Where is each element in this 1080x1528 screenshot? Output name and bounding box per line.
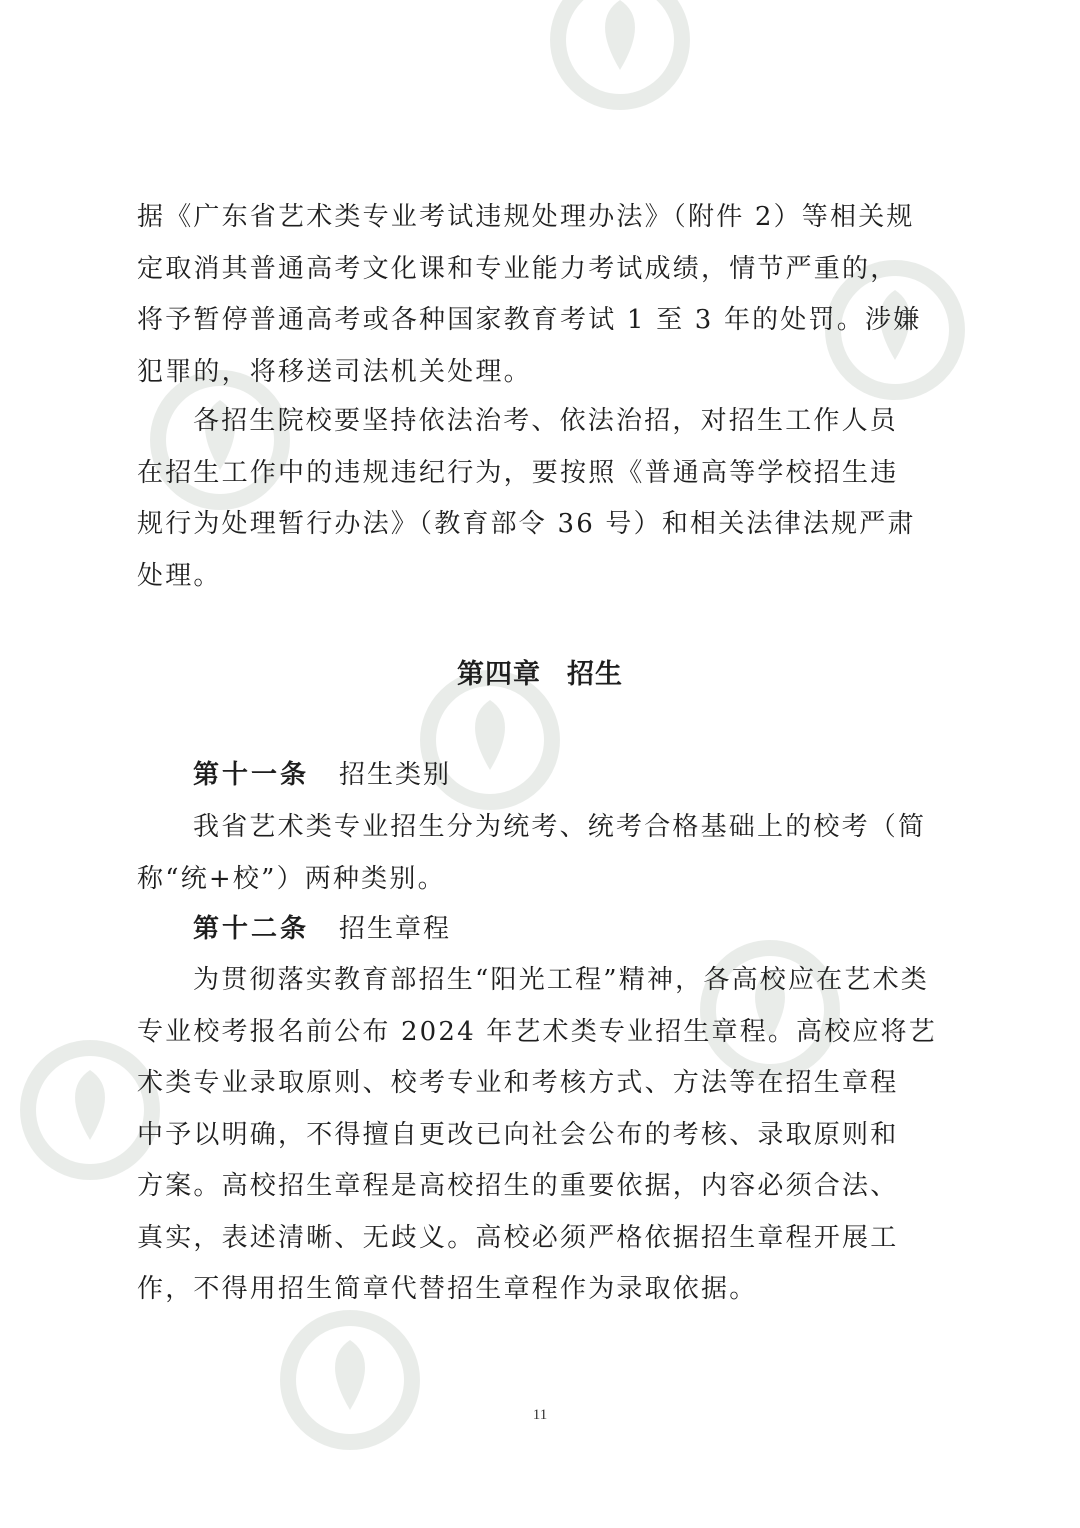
text-line: 中予以明确，不得擅自更改已向社会公布的考核、录取原则和 xyxy=(137,1119,899,1150)
text-line: 定取消其普通高考文化课和专业能力考试成绩，情节严重的， xyxy=(137,253,899,284)
article-body xyxy=(137,802,937,905)
text-line: 将予暂停普通高考或各种国家教育考试 1 至 3 年的处罚。涉嫌 xyxy=(137,305,922,335)
text-line: 我省艺术类专业招生分为统考、统考合格基础上的校考（简 xyxy=(193,812,927,842)
watermark-logo xyxy=(270,1300,470,1470)
text-line: 据《广东省艺术类专业考试违规处理办法》（附件 2）等相关规 xyxy=(137,202,915,232)
text-line: 方案。高校招生章程是高校招生的重要依据，内容必须合法、 xyxy=(137,1171,899,1201)
article-heading xyxy=(193,750,451,802)
text-line: 犯罪的，将移送司法机关处理。 xyxy=(137,356,532,387)
article-number: 第十一条 xyxy=(193,760,310,790)
chapter-label: 第四章 xyxy=(457,659,541,690)
watermark-logo xyxy=(540,0,740,130)
article-title: 招生章程 xyxy=(339,914,452,944)
text-line: 为贯彻落实教育部招生“阳光工程”精神，各高校应在艺术类 xyxy=(193,965,929,995)
article-number: 第十二条 xyxy=(193,914,310,944)
page-number: 11 xyxy=(532,1407,548,1423)
article-title: 招生类别 xyxy=(339,760,452,790)
text-line: 真实，表述清晰、无歧义。高校必须严格依据招生章程开展工 xyxy=(137,1222,899,1253)
text-line: 作，不得用招生简章代替招生章程作为录取依据。 xyxy=(137,1274,758,1304)
text-line: 术类专业录取原则、校考专业和考核方式、方法等在招生章程 xyxy=(137,1068,899,1098)
paragraph-staff-discipline xyxy=(137,396,937,602)
article-body xyxy=(137,955,937,1316)
chapter-heading xyxy=(0,652,1080,691)
text-line: 专业校考报名前公布 2024 年艺术类专业招生章程。高校应将艺 xyxy=(137,1016,937,1047)
chapter-title: 招生 xyxy=(567,659,623,690)
text-line: 处理。 xyxy=(137,560,222,591)
text-line: 在招生工作中的违规违纪行为，要按照《普通高等学校招生违 xyxy=(137,457,899,488)
paragraph-violation-handling xyxy=(137,192,937,398)
text-line: 各招生院校要坚持依法治考、依法治招，对招生工作人员 xyxy=(193,406,899,436)
text-line: 规行为处理暂行办法》（教育部令 36 号）和相关法律法规严肃 xyxy=(137,509,916,539)
article-heading xyxy=(193,904,451,956)
text-line: 称“统+校”）两种类别。 xyxy=(137,863,446,894)
